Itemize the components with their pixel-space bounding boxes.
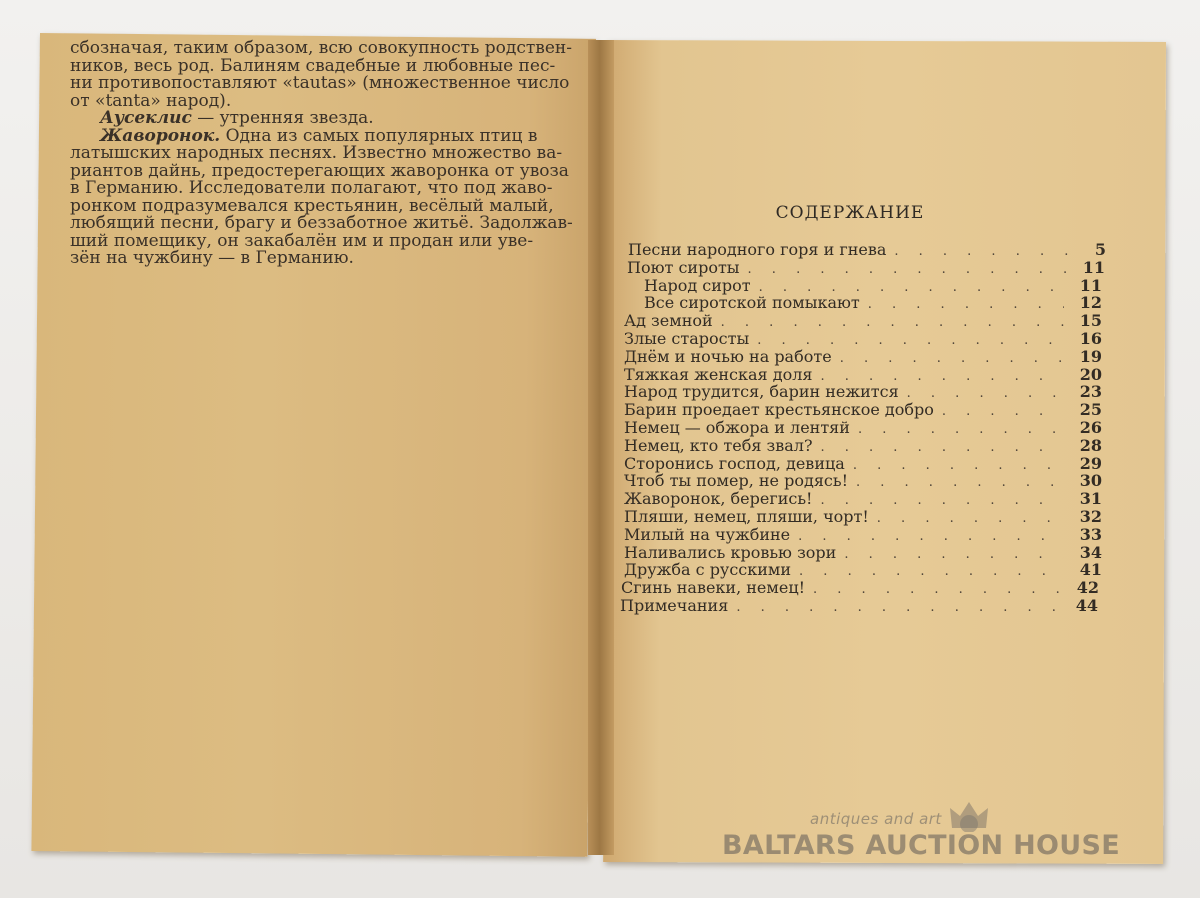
text-line: зён на чужбину — в Германию. [70,248,354,268]
text-fragment: — утренняя звезда. [191,108,374,128]
watermark-tagline: antiques and art [810,810,942,828]
text-line: сбозначая, таким образом, всю совокупность родствен- [70,38,572,58]
toc-page-number: 12 [1079,293,1102,313]
toc-leader [856,474,1064,492]
toc-label: Ад земной [624,311,713,331]
toc-label: Поют сироты [627,257,740,277]
toc-label: Немец, кто тебя звал? [624,435,813,455]
toc-page-number: 42 [1076,578,1099,598]
toc-entry [620,597,1098,615]
toc-entry [628,241,1106,259]
toc-page-number: 31 [1079,489,1102,509]
text-line: ников, весь род. Балиням свадебные и любовные пес- [70,55,556,76]
toc-page-number: 33 [1079,524,1102,544]
notes-paragraph [70,125,573,268]
toc-leader [877,510,1064,528]
toc-page-number: 30 [1079,471,1102,491]
toc-entry [624,366,1102,384]
text-line: от «tanta» народ). [70,90,232,111]
text-fragment: Одна из самых популярных птиц в [220,125,538,146]
toc-page-number: 19 [1079,346,1102,366]
toc-page-number: 44 [1075,595,1098,615]
note-term: Аусеклис [100,108,192,128]
toc-entry [624,383,1102,401]
toc-entry [624,472,1102,490]
toc-leader [844,546,1064,564]
toc-page-number: 20 [1079,364,1102,384]
toc-label: Чтоб ты помер, не родясь! [624,471,849,491]
text-line: риантов дайнь, предостерегающих жаворонка от увоза [70,160,569,181]
toc-page-number: 23 [1079,382,1102,402]
watermark-name: BALTARS AUCTION HOUSE [722,830,1120,861]
toc-entry [624,294,1102,312]
toc-page-number: 5 [1094,240,1106,259]
toc-label: Барин проедает крестьянское добро [624,400,934,420]
toc-label: Милый на чужбине [624,524,791,544]
toc-leader [736,599,1060,617]
toc-label: Примечания [620,595,729,615]
toc-leader [853,457,1064,475]
toc-label: Песни народного горя и гнева [628,240,887,259]
toc-label: Тяжкая женская доля [624,364,813,384]
toc-leader [840,350,1064,368]
toc-entry [621,579,1099,597]
toc-entry [624,490,1102,508]
toc-page-number: 25 [1079,400,1102,420]
notes-paragraph [70,38,572,111]
toc-entry [624,526,1102,544]
toc-label: Наливались кровью зори [624,542,837,562]
toc-entry [624,455,1102,473]
toc-label: Дружба с русскими [624,560,792,580]
toc-entry [627,259,1105,277]
text-line: в Германию. Исследователи полагают, что под жаво- [70,178,553,198]
toc-leader [721,314,1064,332]
toc-page-number: 11 [1079,275,1102,295]
toc-label: Пляши, немец, пляши, чорт! [624,506,869,526]
toc-entry [624,277,1102,295]
auction-watermark [722,810,1122,870]
toc-entry [624,561,1102,579]
toc-entry [624,544,1102,562]
toc-entry [624,312,1102,330]
toc-label: Народ сирот [644,275,751,295]
toc-label: Все сиротской помыкают [644,293,860,313]
toc-page-number: 26 [1079,417,1102,437]
text-line: латышских народных песнях. Известно множество ва- [70,143,563,163]
toc-label: Жаворонок, берегись! [624,489,813,509]
toc-entry [624,330,1102,348]
notes-text [70,38,573,268]
toc-page-number: 29 [1079,453,1102,473]
toc-entry [624,401,1102,419]
toc-leader [858,421,1064,439]
text-line: любящий песни, брагу и беззаботное житьё. Задолжав- [70,213,573,233]
text-line: ронком подразумевался крестьянин, весёлый малый, [70,195,554,216]
text-line: ни противопоставляют «tautas» (множественное число [70,73,570,93]
toc-entry [624,348,1102,366]
toc-entry [624,437,1102,455]
toc-page-number: 41 [1079,560,1102,580]
toc-page-number: 32 [1079,506,1102,526]
toc-label: Сгинь навеки, немец! [621,578,806,598]
toc-label: Злые старосты [624,328,750,348]
toc-page-number: 11 [1082,257,1105,277]
toc-page-number: 34 [1079,542,1102,562]
toc-leader [748,261,1067,279]
toc-leader [798,528,1064,546]
toc-page-number: 15 [1079,311,1102,331]
toc-label: Сторонись господ, девица [624,453,845,473]
contents-title: СОДЕРЖАНИЕ [775,203,925,223]
toc-label: Немец — обжора и лентяй [624,417,850,437]
crown-icon [948,798,990,832]
toc-page-number: 16 [1079,328,1102,348]
note-term: Жаворонок. [100,125,221,146]
toc-label: Народ трудится, барин нежится [624,382,899,402]
toc-leader [821,439,1064,457]
toc-leader [942,403,1064,421]
table-of-contents [620,240,1106,615]
toc-label: Днём и ночью на работе [624,346,832,366]
text-line: ший помещику, он закабалён им и продан или уве- [70,230,534,251]
toc-entry [624,419,1102,437]
book-gutter [588,40,614,855]
toc-entry [624,508,1102,526]
toc-leader [868,296,1064,314]
toc-page-number: 28 [1079,435,1102,455]
